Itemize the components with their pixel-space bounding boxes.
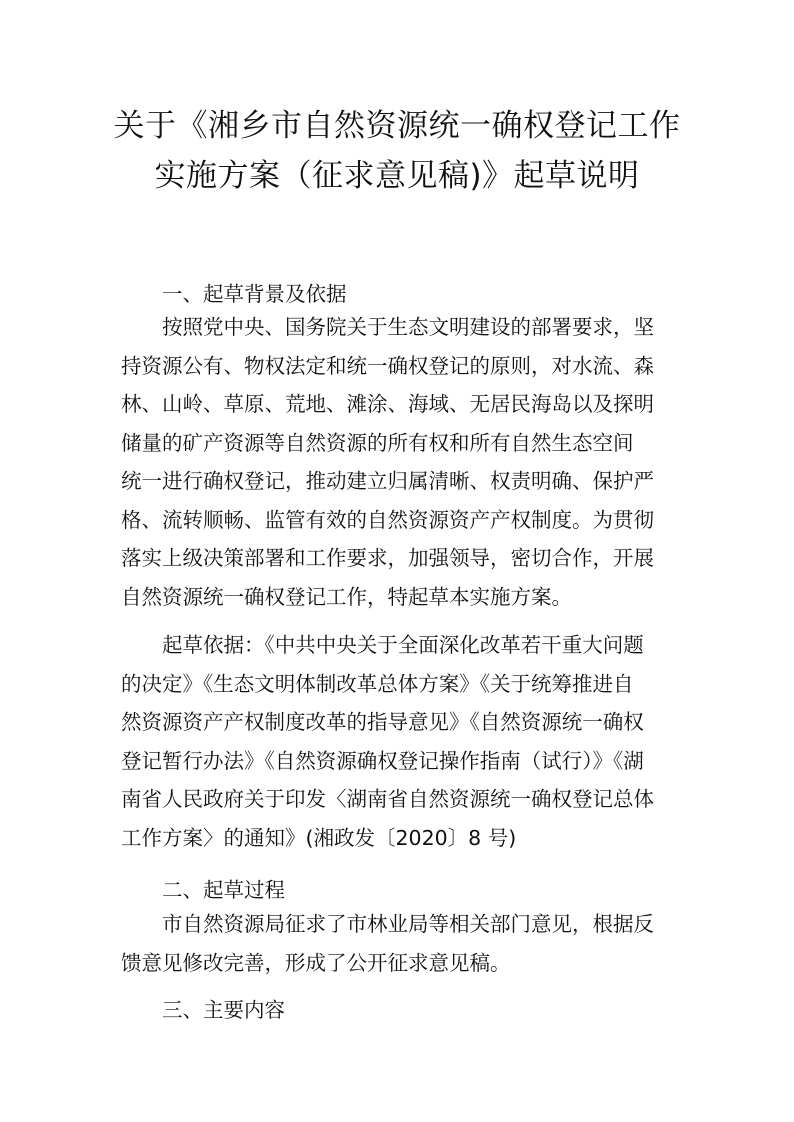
paragraph-line: 格、流转顺畅、监管有效的自然资源资产产权制度。为贯彻 (121, 507, 654, 532)
document-title-line-1: 关于《湘乡市自然资源统一确权登记工作 (113, 108, 681, 144)
paragraph-line: 的决定》《生态文明体制改革总体方案》《关于统筹推进自 (121, 671, 634, 696)
section-heading-content: 三、主要内容 (162, 998, 285, 1022)
paragraph-line: 持资源公有、物权法定和统一确权登记的原则，对水流、森 (121, 353, 654, 378)
section-heading-process: 二、起草过程 (162, 878, 285, 902)
paragraph-line: 然资源资产产权制度改革的指导意见》《自然资源统一确权 (121, 710, 644, 734)
section-heading-background: 一、起草背景及依据 (162, 282, 347, 306)
paragraph-line: 按照党中央、国务院关于生态文明建设的部署要求，坚 (121, 315, 654, 339)
paragraph-line: 自然资源统一确权登记工作，特起草本实施方案。 (121, 584, 572, 609)
paragraph-line: 林、山岭、草原、荒地、滩涂、海域、无居民海岛以及探明 (121, 392, 654, 416)
paragraph-line: 工作方案〉的通知》(湘政发〔2020〕8 号) (121, 825, 517, 850)
paragraph-basis (121, 626, 681, 857)
paragraph-line: 统一进行确权登记，推动建立归属清晰、权责明确、保护严 (121, 469, 654, 493)
paragraph-line: 南省人民政府关于印发〈湖南省自然资源统一确权登记总体 (121, 787, 654, 811)
paragraph-line: 落实上级决策部署和工作要求，加强领导，密切合作，开展 (121, 546, 654, 570)
paragraph-line: 储量的矿产资源等自然资源的所有权和所有自然生态空间 (121, 430, 634, 455)
paragraph-line: 登记暂行办法》《自然资源确权登记操作指南（试行）》《湖 (121, 748, 644, 773)
paragraph-line: 市自然资源局征求了市林业局等相关部门意见，根据反 (121, 912, 654, 936)
paragraph-line: 馈意见修改完善，形成了公开征求意见稿。 (121, 950, 511, 975)
document-title-line-2: 实施方案（征求意见稿)》起草说明 (154, 158, 640, 194)
paragraph-background (121, 308, 681, 616)
paragraph-line: 起草依据：《中共中央关于全面深化改革若干重大问题 (121, 633, 644, 657)
paragraph-process (121, 905, 681, 982)
